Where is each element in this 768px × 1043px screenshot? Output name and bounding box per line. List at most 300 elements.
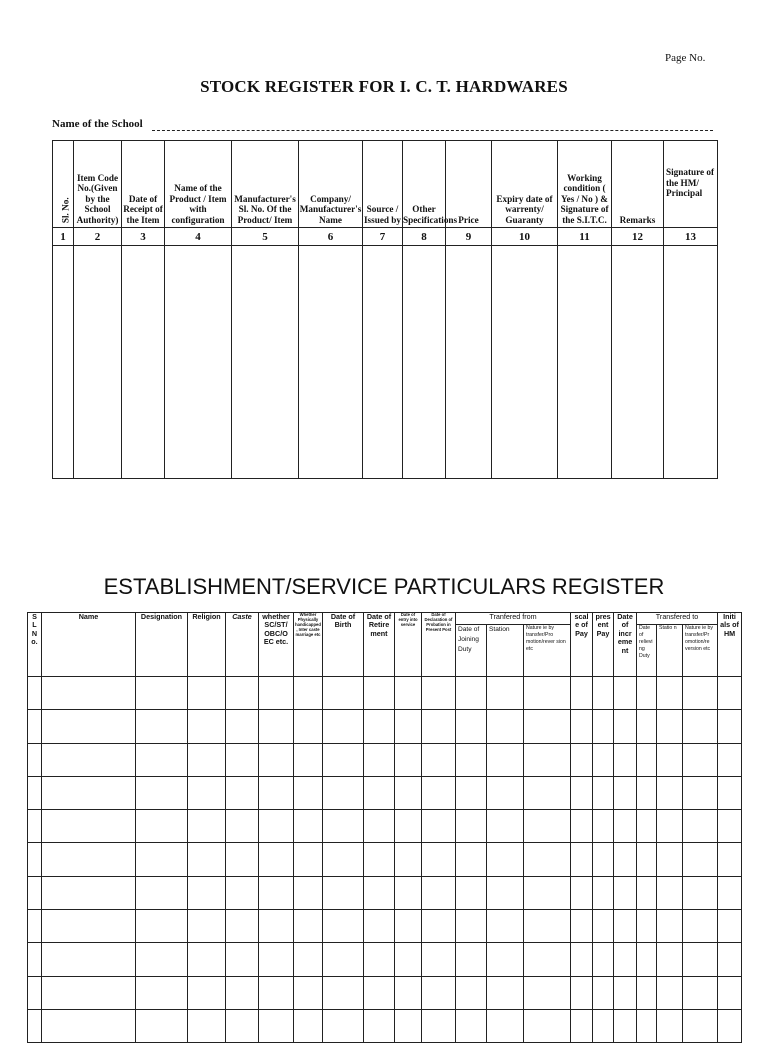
est-header-date-of-birth: Date of Birth	[323, 613, 364, 677]
est-entry-cell[interactable]	[188, 843, 226, 876]
est-entry-cell[interactable]	[28, 677, 42, 710]
est-entry-cell[interactable]	[395, 810, 422, 843]
est-entry-cell[interactable]	[571, 677, 593, 710]
est-entry-cell[interactable]	[456, 876, 487, 909]
est-entry-cell[interactable]	[614, 976, 637, 1009]
est-entry-cell[interactable]	[364, 743, 395, 776]
stock-column-number: 6	[299, 228, 363, 246]
est-entry-cell[interactable]	[683, 843, 718, 876]
est-entry-cell[interactable]	[42, 876, 136, 909]
est-entry-cell[interactable]	[294, 776, 323, 809]
est-entry-cell[interactable]	[571, 810, 593, 843]
est-entry-cell[interactable]	[524, 843, 571, 876]
est-entry-cell[interactable]	[718, 710, 742, 743]
stock-column-number: 2	[74, 228, 122, 246]
stock-entry-cell[interactable]	[122, 246, 165, 479]
school-name-label: Name of the School	[52, 118, 143, 130]
table-row[interactable]	[28, 743, 742, 776]
table-row[interactable]	[28, 976, 742, 1009]
stock-column-number: 4	[165, 228, 232, 246]
stock-column-number: 3	[122, 228, 165, 246]
stock-header-manufacturer-sl-no: Manufacturer's Sl. No. Of the Product/ Item	[232, 141, 299, 228]
est-entry-cell[interactable]	[259, 910, 294, 943]
stock-entry-cell[interactable]	[558, 246, 612, 479]
school-name-line[interactable]	[152, 130, 713, 131]
est-entry-cell[interactable]	[593, 843, 614, 876]
est-entry-cell[interactable]	[614, 743, 637, 776]
est-entry-cell[interactable]	[718, 776, 742, 809]
est-entry-cell[interactable]	[487, 810, 524, 843]
est-entry-cell[interactable]	[395, 876, 422, 909]
est-entry-cell[interactable]	[226, 976, 259, 1009]
est-entry-cell[interactable]	[571, 976, 593, 1009]
stock-column-number: 13	[664, 228, 718, 246]
est-entry-cell[interactable]	[226, 743, 259, 776]
est-entry-cell[interactable]	[226, 1009, 259, 1042]
est-entry-cell[interactable]	[683, 1009, 718, 1042]
est-entry-cell[interactable]	[718, 677, 742, 710]
est-entry-cell[interactable]	[593, 976, 614, 1009]
est-entry-cell[interactable]	[323, 876, 364, 909]
est-entry-cell[interactable]	[42, 943, 136, 976]
est-entry-cell[interactable]	[593, 677, 614, 710]
stock-entry-cell[interactable]	[403, 246, 446, 479]
est-entry-cell[interactable]	[28, 776, 42, 809]
est-entry-cell[interactable]	[259, 843, 294, 876]
est-entry-cell[interactable]	[524, 976, 571, 1009]
est-entry-cell[interactable]	[487, 743, 524, 776]
est-entry-cell[interactable]	[188, 910, 226, 943]
est-entry-cell[interactable]	[683, 776, 718, 809]
est-entry-cell[interactable]	[323, 943, 364, 976]
est-entry-cell[interactable]	[718, 976, 742, 1009]
stock-header-product-name: Name of the Product / Item with configuration	[165, 141, 232, 228]
est-entry-cell[interactable]	[42, 710, 136, 743]
est-entry-cell[interactable]	[657, 677, 683, 710]
est-header-scale-of-pay: scal e of Pay	[571, 613, 593, 677]
est-entry-cell[interactable]	[395, 976, 422, 1009]
est-entry-cell[interactable]	[524, 943, 571, 976]
est-entry-cell[interactable]	[42, 976, 136, 1009]
est-entry-cell[interactable]	[188, 876, 226, 909]
est-entry-cell[interactable]	[188, 743, 226, 776]
table-row[interactable]	[28, 910, 742, 943]
stock-entry-cell[interactable]	[664, 246, 718, 479]
table-row[interactable]	[28, 776, 742, 809]
stock-entry-cell[interactable]	[299, 246, 363, 479]
est-entry-cell[interactable]	[395, 710, 422, 743]
est-header-designation: Designation	[136, 613, 188, 677]
est-entry-cell[interactable]	[571, 943, 593, 976]
est-entry-cell[interactable]	[395, 677, 422, 710]
est-entry-cell[interactable]	[683, 710, 718, 743]
est-entry-cell[interactable]	[226, 910, 259, 943]
est-entry-cell[interactable]	[136, 943, 188, 976]
est-entry-cell[interactable]	[28, 710, 42, 743]
stock-entry-cell[interactable]	[165, 246, 232, 479]
est-entry-cell[interactable]	[593, 743, 614, 776]
est-entry-cell[interactable]	[364, 910, 395, 943]
est-entry-cell[interactable]	[259, 677, 294, 710]
stock-entry-cell[interactable]	[363, 246, 403, 479]
est-entry-cell[interactable]	[524, 743, 571, 776]
est-entry-cell[interactable]	[42, 810, 136, 843]
stock-column-number: 12	[612, 228, 664, 246]
est-entry-cell[interactable]	[487, 976, 524, 1009]
est-entry-cell[interactable]	[657, 876, 683, 909]
stock-header-expiry-date: Expiry date of warrenty/ Guaranty	[492, 141, 558, 228]
est-entry-cell[interactable]	[657, 943, 683, 976]
est-entry-cell[interactable]	[294, 976, 323, 1009]
stock-column-number: 1	[53, 228, 74, 246]
stock-header-source: Source / Issued by	[363, 141, 403, 228]
est-entry-cell[interactable]	[28, 976, 42, 1009]
est-entry-cell[interactable]	[657, 810, 683, 843]
est-entry-cell[interactable]	[259, 810, 294, 843]
stock-column-number: 8	[403, 228, 446, 246]
est-entry-cell[interactable]	[657, 710, 683, 743]
est-entry-cell[interactable]	[593, 943, 614, 976]
est-entry-cell[interactable]	[136, 910, 188, 943]
est-entry-cell[interactable]	[422, 943, 456, 976]
est-entry-cell[interactable]	[614, 1009, 637, 1042]
est-entry-cell[interactable]	[395, 743, 422, 776]
est-entry-cell[interactable]	[637, 910, 657, 943]
table-row[interactable]	[28, 710, 742, 743]
est-entry-cell[interactable]	[42, 1009, 136, 1042]
est-header-date-of-increment: Date of incr eme nt	[614, 613, 637, 677]
est-entry-cell[interactable]	[637, 776, 657, 809]
est-entry-cell[interactable]	[422, 776, 456, 809]
est-entry-cell[interactable]	[456, 1009, 487, 1042]
est-entry-cell[interactable]	[323, 843, 364, 876]
est-entry-cell[interactable]	[524, 677, 571, 710]
est-entry-cell[interactable]	[364, 677, 395, 710]
est-entry-cell[interactable]	[593, 810, 614, 843]
est-entry-cell[interactable]	[524, 910, 571, 943]
est-header-transferred-to: Transfered to	[637, 613, 718, 625]
est-entry-cell[interactable]	[571, 876, 593, 909]
est-entry-cell[interactable]	[487, 943, 524, 976]
est-entry-cell[interactable]	[136, 776, 188, 809]
stock-column-number: 10	[492, 228, 558, 246]
est-entry-cell[interactable]	[28, 810, 42, 843]
est-entry-cell[interactable]	[226, 776, 259, 809]
est-entry-cell[interactable]	[188, 710, 226, 743]
est-entry-cell[interactable]	[422, 876, 456, 909]
est-entry-cell[interactable]	[188, 976, 226, 1009]
table-row[interactable]	[28, 843, 742, 876]
est-entry-cell[interactable]	[637, 810, 657, 843]
est-entry-cell[interactable]	[422, 843, 456, 876]
est-entry-cell[interactable]	[524, 1009, 571, 1042]
est-entry-cell[interactable]	[637, 1009, 657, 1042]
est-entry-cell[interactable]	[42, 743, 136, 776]
est-entry-cell[interactable]	[364, 876, 395, 909]
est-entry-cell[interactable]	[637, 677, 657, 710]
est-entry-cell[interactable]	[683, 810, 718, 843]
est-entry-cell[interactable]	[718, 743, 742, 776]
est-entry-cell[interactable]	[323, 976, 364, 1009]
stock-register-table	[52, 140, 718, 479]
est-entry-cell[interactable]	[28, 743, 42, 776]
est-entry-cell[interactable]	[637, 876, 657, 909]
table-row[interactable]	[28, 1009, 742, 1042]
est-header-sl-no: S L N o.	[28, 613, 42, 677]
stock-entry-cell[interactable]	[232, 246, 299, 479]
est-entry-cell[interactable]	[42, 677, 136, 710]
est-entry-cell[interactable]	[226, 843, 259, 876]
est-entry-cell[interactable]	[456, 810, 487, 843]
est-entry-cell[interactable]	[637, 976, 657, 1009]
est-entry-cell[interactable]	[456, 677, 487, 710]
est-entry-cell[interactable]	[571, 1009, 593, 1042]
est-entry-cell[interactable]	[136, 810, 188, 843]
est-entry-cell[interactable]	[294, 677, 323, 710]
est-entry-cell[interactable]	[259, 776, 294, 809]
est-entry-cell[interactable]	[593, 910, 614, 943]
est-entry-cell[interactable]	[614, 710, 637, 743]
stock-entry-cell[interactable]	[74, 246, 122, 479]
est-header-date-of-entry: Date of entry into service	[395, 613, 422, 677]
est-entry-cell[interactable]	[524, 810, 571, 843]
est-entry-cell[interactable]	[487, 1009, 524, 1042]
est-entry-cell[interactable]	[136, 710, 188, 743]
est-entry-cell[interactable]	[364, 710, 395, 743]
est-header-transferred-from: Tranfered from	[456, 613, 571, 625]
est-header-present-pay: pres ent Pay	[593, 613, 614, 677]
est-entry-cell[interactable]	[657, 776, 683, 809]
est-entry-cell[interactable]	[136, 1009, 188, 1042]
est-entry-cell[interactable]	[571, 776, 593, 809]
est-entry-cell[interactable]	[42, 843, 136, 876]
est-entry-cell[interactable]	[683, 910, 718, 943]
stock-column-number: 5	[232, 228, 299, 246]
est-entry-cell[interactable]	[456, 943, 487, 976]
est-entry-cell[interactable]	[422, 710, 456, 743]
est-entry-cell[interactable]	[637, 943, 657, 976]
est-entry-cell[interactable]	[718, 876, 742, 909]
est-entry-cell[interactable]	[487, 776, 524, 809]
stock-header-company-name: Company/ Manufacturer's Name	[299, 141, 363, 228]
est-header-name: Name	[42, 613, 136, 677]
est-entry-cell[interactable]	[524, 776, 571, 809]
est-entry-cell[interactable]	[294, 876, 323, 909]
est-entry-cell[interactable]	[188, 943, 226, 976]
est-entry-cell[interactable]	[364, 843, 395, 876]
est-entry-cell[interactable]	[188, 776, 226, 809]
stock-header-hm-signature: Signature of the HM/ Principal	[664, 141, 718, 228]
est-entry-cell[interactable]	[364, 810, 395, 843]
est-entry-cell[interactable]	[487, 710, 524, 743]
stock-header-other-specs: Other Specifications	[403, 141, 446, 228]
est-entry-cell[interactable]	[294, 810, 323, 843]
est-entry-cell[interactable]	[657, 743, 683, 776]
est-entry-cell[interactable]	[456, 843, 487, 876]
est-entry-cell[interactable]	[718, 810, 742, 843]
est-entry-cell[interactable]	[28, 876, 42, 909]
est-subheader-date-of-relieving: Date of relievi ng Duty	[637, 625, 657, 677]
est-entry-cell[interactable]	[637, 743, 657, 776]
table-row[interactable]	[28, 876, 742, 909]
est-entry-cell[interactable]	[614, 910, 637, 943]
est-entry-cell[interactable]	[259, 876, 294, 909]
est-entry-cell[interactable]	[718, 943, 742, 976]
est-entry-cell[interactable]	[294, 1009, 323, 1042]
est-entry-cell[interactable]	[323, 743, 364, 776]
est-entry-cell[interactable]	[422, 910, 456, 943]
est-entry-cell[interactable]	[718, 843, 742, 876]
est-entry-cell[interactable]	[614, 876, 637, 909]
est-entry-cell[interactable]	[188, 1009, 226, 1042]
est-entry-cell[interactable]	[657, 910, 683, 943]
est-header-category: whether SC/ST/ OBC/O EC etc.	[259, 613, 294, 677]
est-entry-cell[interactable]	[456, 910, 487, 943]
est-entry-cell[interactable]	[487, 910, 524, 943]
est-entry-cell[interactable]	[188, 810, 226, 843]
est-entry-cell[interactable]	[422, 677, 456, 710]
est-entry-cell[interactable]	[657, 843, 683, 876]
est-entry-cell[interactable]	[683, 876, 718, 909]
est-subheader-to-station: Statio n	[657, 625, 683, 677]
est-entry-cell[interactable]	[487, 677, 524, 710]
est-entry-cell[interactable]	[718, 1009, 742, 1042]
table-row[interactable]	[28, 810, 742, 843]
est-entry-cell[interactable]	[136, 976, 188, 1009]
est-entry-cell[interactable]	[28, 910, 42, 943]
est-entry-cell[interactable]	[657, 1009, 683, 1042]
stock-header-sl-no: Sl. No.	[53, 141, 74, 228]
est-entry-cell[interactable]	[683, 743, 718, 776]
est-entry-cell[interactable]	[456, 743, 487, 776]
est-header-religion: Religion	[188, 613, 226, 677]
est-entry-cell[interactable]	[593, 876, 614, 909]
est-entry-cell[interactable]	[294, 743, 323, 776]
est-entry-cell[interactable]	[456, 776, 487, 809]
est-entry-cell[interactable]	[323, 1009, 364, 1042]
est-header-date-of-probation: Date of Declaration of Probation in Present Post	[422, 613, 456, 677]
est-subheader-from-nature: Nature ie by transfer/Pro motion/rever sion etc	[524, 625, 571, 677]
est-entry-cell[interactable]	[226, 943, 259, 976]
est-header-date-of-retirement: Date of Retire ment	[364, 613, 395, 677]
stock-entry-cell[interactable]	[53, 246, 74, 479]
est-entry-cell[interactable]	[226, 710, 259, 743]
table-row[interactable]	[28, 943, 742, 976]
establishment-register-table	[27, 612, 742, 1043]
est-entry-cell[interactable]	[395, 1009, 422, 1042]
est-entry-cell[interactable]	[136, 843, 188, 876]
est-entry-cell[interactable]	[28, 943, 42, 976]
est-entry-cell[interactable]	[456, 976, 487, 1009]
est-entry-cell[interactable]	[364, 976, 395, 1009]
est-entry-cell[interactable]	[294, 910, 323, 943]
est-entry-cell[interactable]	[395, 943, 422, 976]
est-entry-cell[interactable]	[614, 843, 637, 876]
est-entry-cell[interactable]	[259, 1009, 294, 1042]
est-entry-cell[interactable]	[136, 743, 188, 776]
est-subheader-to-nature: Nature ie by transfer/Pr omotion/re version etc	[683, 625, 718, 677]
est-entry-cell[interactable]	[487, 843, 524, 876]
est-entry-cell[interactable]	[593, 1009, 614, 1042]
est-subheader-from-station: Station	[487, 625, 524, 677]
est-entry-cell[interactable]	[259, 943, 294, 976]
est-entry-cell[interactable]	[259, 743, 294, 776]
est-entry-cell[interactable]	[614, 810, 637, 843]
table-row[interactable]	[28, 677, 742, 710]
est-entry-cell[interactable]	[683, 943, 718, 976]
stock-entry-cell[interactable]	[492, 246, 558, 479]
stock-entry-area[interactable]	[53, 246, 718, 479]
est-entry-cell[interactable]	[395, 776, 422, 809]
est-entry-cell[interactable]	[524, 876, 571, 909]
est-entry-cell[interactable]	[294, 943, 323, 976]
est-entry-cell[interactable]	[683, 976, 718, 1009]
est-entry-cell[interactable]	[364, 943, 395, 976]
est-entry-cell[interactable]	[323, 776, 364, 809]
est-entry-cell[interactable]	[657, 976, 683, 1009]
est-entry-cell[interactable]	[226, 810, 259, 843]
est-entry-cell[interactable]	[294, 843, 323, 876]
est-entry-cell[interactable]	[571, 843, 593, 876]
stock-header-price: Price	[446, 141, 492, 228]
est-entry-cell[interactable]	[456, 710, 487, 743]
est-header-physically-handicapped: Whether Physically handicapped , Inter caste marriage etc	[294, 613, 323, 677]
est-entry-cell[interactable]	[637, 843, 657, 876]
est-entry-cell[interactable]	[395, 843, 422, 876]
est-entry-cell[interactable]	[571, 710, 593, 743]
est-entry-cell[interactable]	[422, 1009, 456, 1042]
est-entry-cell[interactable]	[323, 910, 364, 943]
est-entry-cell[interactable]	[593, 710, 614, 743]
est-entry-cell[interactable]	[323, 710, 364, 743]
est-entry-cell[interactable]	[188, 677, 226, 710]
est-entry-cell[interactable]	[614, 776, 637, 809]
est-entry-cell[interactable]	[294, 710, 323, 743]
est-entry-cell[interactable]	[571, 743, 593, 776]
est-entry-cell[interactable]	[571, 910, 593, 943]
est-entry-cell[interactable]	[28, 1009, 42, 1042]
est-entry-cell[interactable]	[422, 743, 456, 776]
est-entry-cell[interactable]	[614, 943, 637, 976]
est-entry-cell[interactable]	[28, 843, 42, 876]
est-entry-cell[interactable]	[136, 876, 188, 909]
est-entry-cell[interactable]	[364, 776, 395, 809]
est-entry-cell[interactable]	[364, 1009, 395, 1042]
est-entry-cell[interactable]	[42, 776, 136, 809]
est-entry-cell[interactable]	[718, 910, 742, 943]
est-entry-cell[interactable]	[593, 776, 614, 809]
est-entry-cell[interactable]	[487, 876, 524, 909]
est-entry-cell[interactable]	[422, 810, 456, 843]
est-header-initials-of-hm: Initi als of HM	[718, 613, 742, 677]
est-entry-cell[interactable]	[136, 677, 188, 710]
est-entry-cell[interactable]	[42, 910, 136, 943]
est-entry-cell[interactable]	[524, 710, 571, 743]
est-entry-cell[interactable]	[614, 677, 637, 710]
est-entry-cell[interactable]	[226, 677, 259, 710]
est-entry-cell[interactable]	[259, 710, 294, 743]
est-entry-cell[interactable]	[637, 710, 657, 743]
est-entry-cell[interactable]	[323, 810, 364, 843]
est-entry-cell[interactable]	[226, 876, 259, 909]
est-entry-cell[interactable]	[323, 677, 364, 710]
est-entry-cell[interactable]	[422, 976, 456, 1009]
stock-entry-cell[interactable]	[612, 246, 664, 479]
stock-entry-cell[interactable]	[446, 246, 492, 479]
est-entry-cell[interactable]	[259, 976, 294, 1009]
est-entry-cell[interactable]	[683, 677, 718, 710]
est-entry-cell[interactable]	[395, 910, 422, 943]
